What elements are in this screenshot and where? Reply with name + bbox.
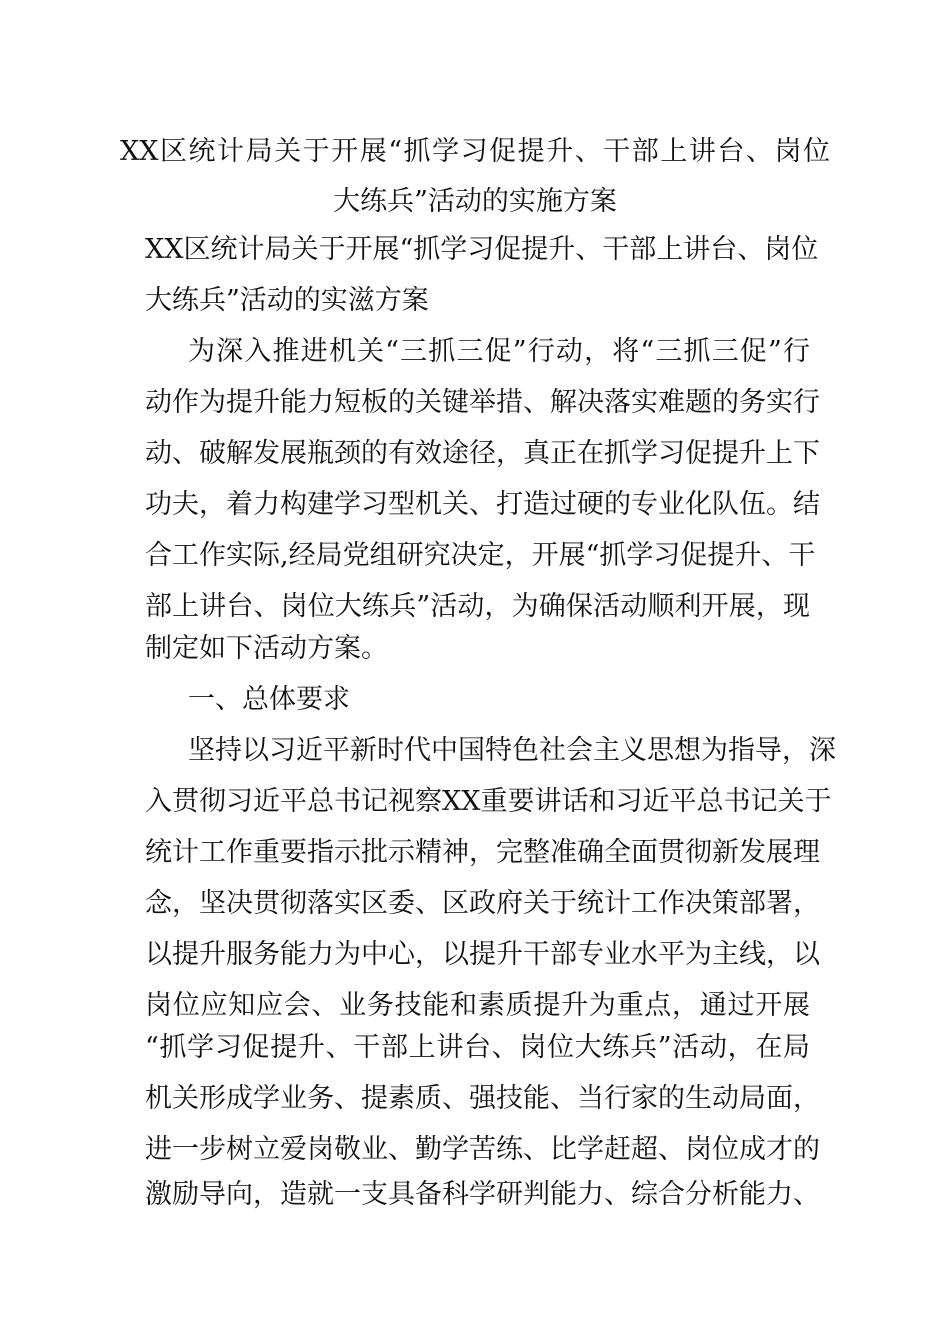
document-title-line-1: XX区统计局关于开展“抓学习促提升、干部上讲台、岗位 [120, 136, 830, 167]
paragraph-2-line-10: 激励导向，造就一支具备科学研判能力、综合分析能力、 [145, 1179, 820, 1210]
paragraph-1-line-6: 部上讲台、岗位大练兵”活动，为确保活动顺利开展，现 [145, 591, 810, 622]
paragraph-1-line-5: 合工作实际,经局党组研究决定，开展“抓学习促提升、干 [145, 540, 816, 571]
section-1-heading: 一、总体要求 [188, 684, 350, 715]
paragraph-1-line-4: 功夫，着力构建学习型机关、打造过硬的专业化队伍。结 [145, 489, 820, 520]
paragraph-2-line-2: 入贯彻习近平总书记视察XX重要讲话和习近平总书记关于 [145, 786, 832, 817]
paragraph-2-line-7: “抓学习促提升、干部上讲台、岗位大练兵”活动，在局 [145, 1032, 810, 1063]
paragraph-2-line-4: 念，坚决贯彻落实区委、区政府关于统计工作决策部署， [145, 888, 820, 919]
paragraph-2-line-3: 统计工作重要指示批示精神，完整准确全面贯彻新发展理 [145, 837, 820, 868]
paragraph-2-line-9: 进一步树立爱岗敬业、勤学苦练、比学赶超、岗位成才的 [145, 1134, 820, 1165]
paragraph-1-line-7: 制定如下活动方案。 [145, 633, 388, 664]
subtitle-line-2: 大练兵”活动的实滋方案 [145, 285, 429, 316]
paragraph-2-line-1: 坚持以习近平新时代中国特色社会主义思想为指导，深 [188, 735, 836, 766]
paragraph-2-line-6: 岗位应知应会、业务技能和素质提升为重点，通过开展 [145, 990, 810, 1021]
paragraph-1-line-1: 为深入推进机关“三抓三促”行动，将“三抓三促”行 [188, 336, 810, 367]
subtitle-line-1: XX区统计局关于开展“抓学习促提升、干部上讲台、岗位 [145, 234, 819, 265]
paragraph-2-line-5: 以提升服务能力为中心，以提升干部专业水平为主线，以 [145, 939, 820, 970]
paragraph-1-line-3: 动、破解发展瓶颈的有效途径，真正在抓学习促提升上下 [145, 438, 820, 469]
document-title-line-2: 大练兵”活动的实施方案 [333, 186, 617, 217]
paragraph-1-line-2: 动作为提升能力短板的关键举措、解决落实难题的务实行 [145, 387, 820, 418]
paragraph-2-line-8: 机关形成学业务、提素质、强技能、当行家的生动局面， [145, 1083, 820, 1114]
